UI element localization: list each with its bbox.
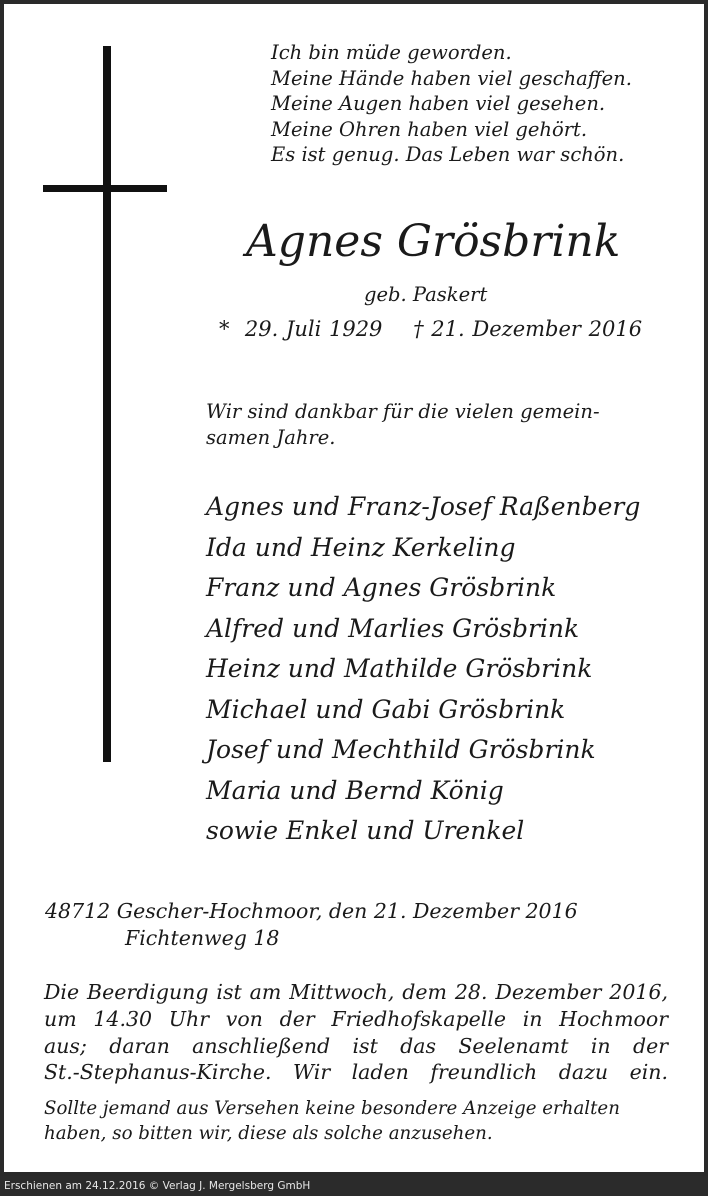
funeral-line: um 14.30 Uhr von der Friedhofskapelle in Hochmoor bbox=[44, 1006, 668, 1031]
thanks-line: samen Jahre. bbox=[206, 426, 336, 449]
poem bbox=[271, 40, 632, 168]
funeral-line: St.-Stephanus-Kirche. Wir laden freundlich dazu ein. bbox=[44, 1060, 668, 1085]
funeral-line: aus; daran anschließend ist das Seelenamt in der bbox=[44, 1033, 668, 1058]
deceased-name: Agnes Grösbrink bbox=[246, 216, 621, 267]
family-member: Alfred und Marlies Grösbrink bbox=[206, 613, 580, 643]
poem-line: Meine Ohren haben viel gehört. bbox=[271, 117, 588, 141]
publication-footer: Erschienen am 24.12.2016 © Verlag J. Mergelsberg GmbH bbox=[0, 1176, 708, 1196]
family-member: Franz und Agnes Grösbrink bbox=[206, 573, 557, 602]
birth-date: * 29. Juli 1929 bbox=[219, 317, 383, 341]
poem-line: Ich bin müde geworden. bbox=[271, 41, 512, 64]
family-member: sowie Enkel und Urenkel bbox=[206, 816, 525, 845]
notice-line: Sollte jemand aus Versehen keine besondere Anzeige erhalten bbox=[44, 1098, 620, 1119]
funeral-line: Die Beerdigung ist am Mittwoch, dem 28. Dezember 2016, bbox=[44, 980, 668, 1004]
life-dates bbox=[219, 317, 642, 341]
poem-line: Es ist genug. Das Leben war schön. bbox=[271, 143, 625, 167]
family-member: Agnes und Franz-Josef Raßenberg bbox=[206, 492, 641, 521]
place-and-date: 48712 Gescher-Hochmoor, den 21. Dezember 2016 bbox=[45, 899, 578, 923]
poem-line: Meine Hände haben viel geschaffen. bbox=[271, 66, 632, 90]
street-address: Fichtenweg 18 bbox=[125, 926, 280, 950]
maiden-name: geb. Paskert bbox=[364, 283, 488, 306]
funeral-info bbox=[44, 979, 668, 1086]
cross-horizontal-bar bbox=[43, 185, 167, 192]
poem-line: Meine Augen haben viel gesehen. bbox=[271, 92, 606, 116]
family-member: Heinz und Mathilde Grösbrink bbox=[206, 654, 593, 683]
notice-text bbox=[44, 1097, 620, 1146]
thanks-text bbox=[206, 399, 600, 451]
family-member: Ida und Heinz Kerkeling bbox=[206, 532, 516, 562]
family-member: Maria und Bernd König bbox=[206, 775, 504, 805]
thanks-line: Wir sind dankbar für die vielen gemein- bbox=[206, 400, 600, 423]
family-list bbox=[206, 487, 640, 852]
family-member: Josef und Mechthild Grösbrink bbox=[206, 735, 596, 764]
notice-line: haben, so bitten wir, diese als solche anzusehen. bbox=[44, 1122, 493, 1144]
cross-vertical-bar bbox=[103, 46, 111, 762]
family-member: Michael und Gabi Grösbrink bbox=[206, 694, 566, 724]
death-date: † 21. Dezember 2016 bbox=[413, 317, 643, 341]
